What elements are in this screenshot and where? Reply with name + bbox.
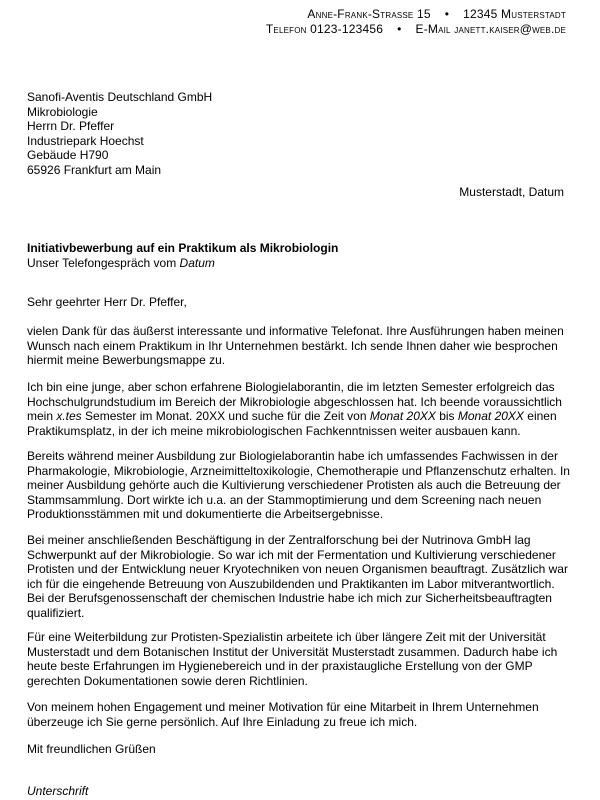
recipient-address [27, 90, 572, 177]
p2-semester: x.tes [56, 409, 82, 423]
bullet-separator: • [397, 22, 402, 36]
body-paragraph-3: Bereits während meiner Ausbildung zur Biologielaborantin habe ich umfassendes Fachwissen in der Pharmakologie, Mikrobiologie, Arzneimitteltoxikologie, Chemotherapie und Pflanzenschutz erhalten. In meiner Ausbildung gehörte auch die Kultivierung verschiedener Protisten als auch die Betreuung der Stammsammlung. Dort wirkte ich u.a. an der Stammoptimierung und dem Screening nach neuen Produktionsstämmen mit und dokumentierte die Arbeitsergebnisse. [27, 449, 570, 521]
body-paragraph-2 [27, 380, 572, 438]
p2-end-month: Monat 20XX [457, 409, 524, 423]
recipient-company: Sanofi-Aventis Deutschland GmbH [27, 90, 213, 104]
body-paragraph-4: Bei meiner anschließenden Beschäftigung in der Zentralforschung bei der Nutrinova GmbH lag Schwerpunkt auf der Mikrobiologie. So war ich mit der Fermentation und Kultivierung verschiedener Protisten und der Entwicklung neuer Kryotechniken von neuen Organismen beauftragt. Zusätzlich war ich für die eingehende Betreuung von Auszubildenden und Praktikanten im Labor mitverantwortlich. Bei der Berufsgenossenschaft der chemischen Industrie habe ich mich zur Sicherheitsbeauftragten qualifiziert. [27, 533, 568, 620]
subject-title: Initiativbewerbung auf ein Praktikum als Mikrobiologin [27, 241, 339, 255]
subject-block [27, 241, 572, 270]
body-paragraph-1: vielen Dank für das äußerst interessante und informative Telefonat. Ihre Ausführungen haben meinen Wunsch nach einem Praktikum in Ihr Unternehmen bestärkt. Ich sende Ihnen daher wie besprochen hiermit meine Bewerbungsmappe zu. [27, 324, 564, 367]
subject-reference [27, 256, 572, 271]
salutation: Sehr geehrter Herr Dr. Pfeffer, [27, 295, 187, 309]
p2-text-g: einen Praktikumsplatz, in der ich meine mikrobiologischen Fachkenntnissen weiter ausbauen kann. [27, 409, 557, 438]
sender-phone: Telefon 0123-123456 [265, 22, 384, 36]
signature: Unterschrift [27, 784, 89, 798]
p2-text-c: Semester im Monat. 20XX und suche für die Zeit von [81, 409, 370, 423]
bullet-separator: • [444, 7, 450, 21]
sender-street: Anne-Frank-Strasse 15 [307, 7, 431, 21]
recipient-city: 65926 Frankfurt am Main [27, 162, 162, 177]
subject-reference-text: Unser Telefongespräch vom [27, 255, 180, 270]
sender-contact-line [266, 22, 566, 37]
body-paragraph-5: Für eine Weiterbildung zur Protisten-Spezialistin arbeitete ich über längere Zeit mit der Universität Musterstadt und dem Botanischen Institut der Universität Musterstadt zusammen. Dadurch habe ich heute beste Erfahrungen im Hygienebereich und in der praxistaugliche Erstellung von der GMP gerechten Dokumentationen sowie deren Richtlinien. [27, 630, 558, 688]
recipient-name: Herrn Dr. Pfeffer [27, 119, 115, 133]
sender-email: E-Mail janett.kaiser@web.de [415, 22, 566, 36]
recipient-street: Industriepark Hoechst [27, 133, 144, 148]
p2-text-a: Ich bin eine junge, aber schon erfahrene Biologielaborantin, die im letzten Semester erfolgreich das Hochschulgrundstudium im Bereich der Mikrobiologie abgeschlossen hat. Ich beende voraussichtlich mein [27, 380, 562, 423]
recipient-building: Gebäude H790 [27, 148, 109, 162]
body-paragraph-6: Von meinem hohen Engagement und meiner Motivation für eine Mitarbeit in Ihrem Unternehmen überzeuge ich Sie gerne persönlich. Auf Ihre Einladung zu freue ich mich. [27, 700, 539, 729]
place-date: Musterstadt, Datum [459, 185, 564, 199]
sender-city: 12345 Musterstadt [463, 7, 566, 21]
p2-start-month: Monat 20XX [369, 409, 436, 423]
sender-address-line [307, 7, 566, 22]
recipient-department: Mikrobiologie [27, 104, 98, 119]
p2-text-e: bis [435, 409, 458, 423]
closing: Mit freundlichen Grüßen [27, 742, 156, 756]
subject-reference-date: Datum [179, 255, 215, 270]
